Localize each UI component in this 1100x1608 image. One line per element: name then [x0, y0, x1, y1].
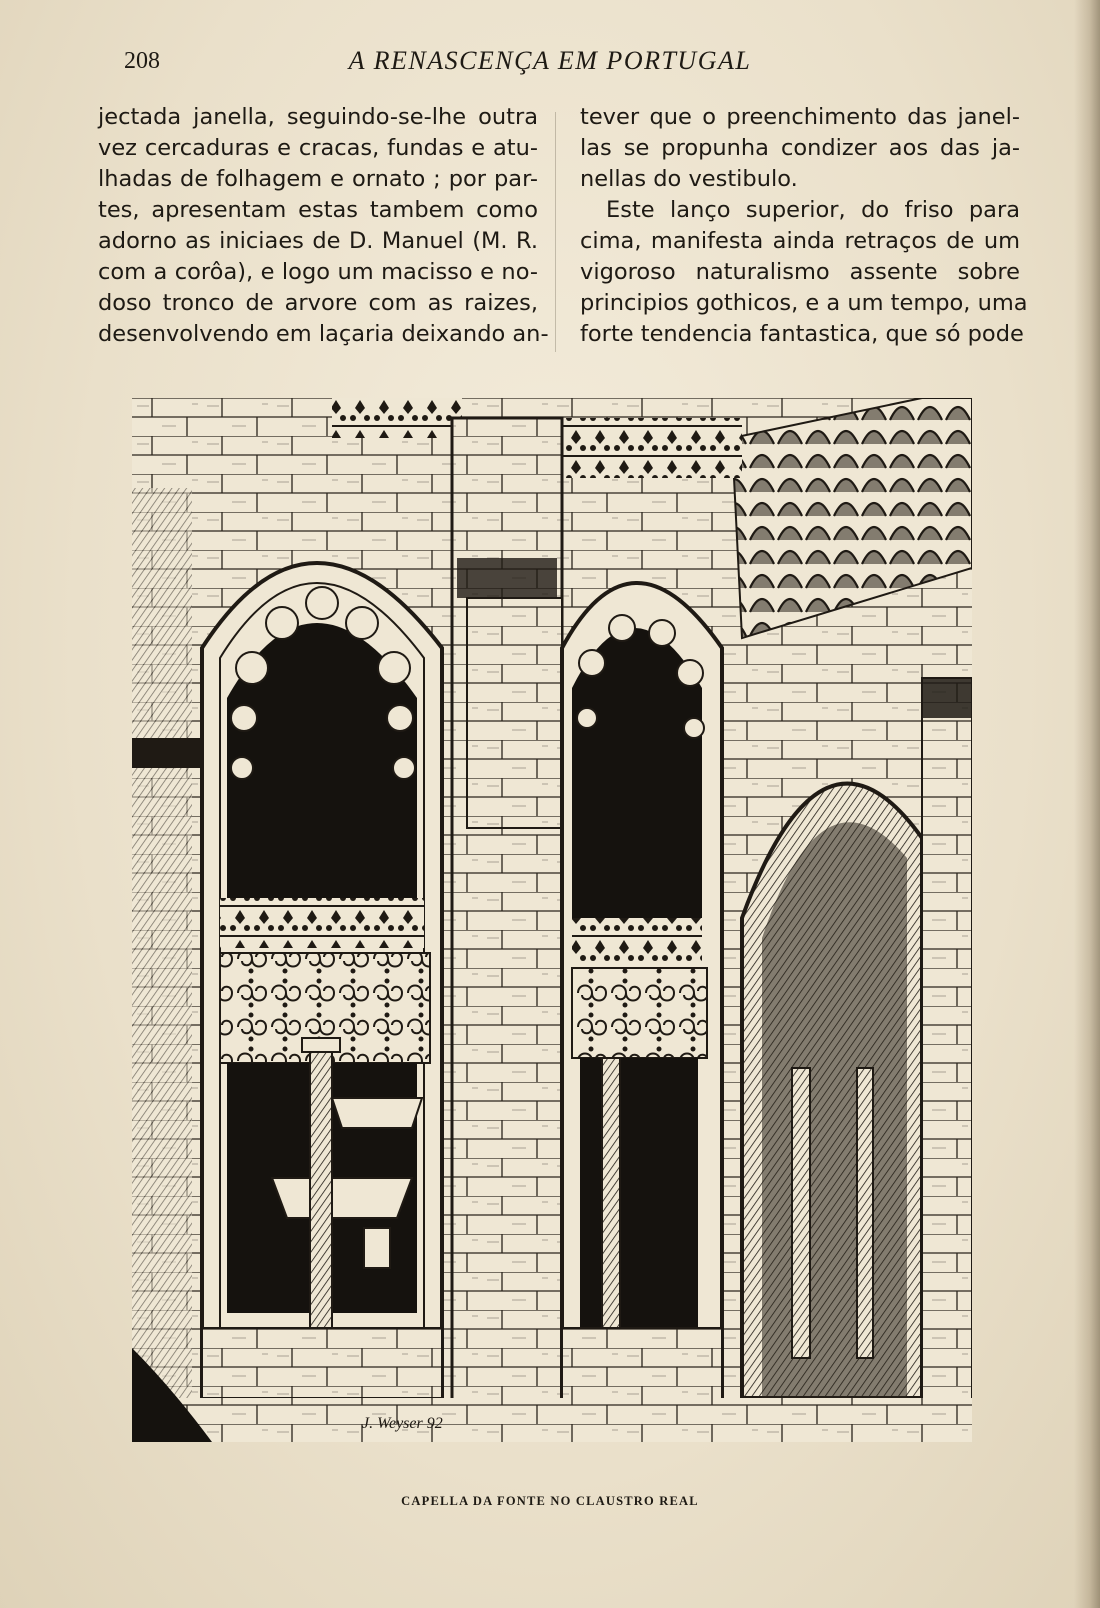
running-title: A RENASCENÇA EM PORTUGAL	[348, 46, 752, 75]
text-line: principios gothicos, e a um tempo, uma	[580, 290, 1028, 316]
right-column	[580, 102, 1028, 350]
text-line: cima, manifesta ainda retraços de um	[580, 228, 1020, 254]
illustration-caption: CAPELLA DA FONTE NO CLAUSTRO REAL	[401, 1494, 699, 1508]
text-line: adorno as iniciaes de D. Manuel (M. R.	[98, 228, 538, 254]
text-line: nellas do vestibulo.	[580, 166, 798, 192]
left-column	[98, 102, 549, 350]
cloister-illustration	[132, 398, 972, 1442]
text-line: tes, apresentam estas tambem como	[98, 197, 538, 223]
left-window	[202, 563, 442, 1398]
text-line: desenvolvendo em laçaria deixando an-	[98, 321, 549, 347]
middle-window	[562, 583, 722, 1418]
column-gutter	[555, 112, 556, 352]
text-line: doso tronco de arvore com as raizes,	[98, 290, 538, 316]
text-line: vigoroso naturalismo assente sobre	[580, 259, 1020, 285]
text-line: com a corôa), e logo um macisso e no-	[98, 259, 538, 285]
text-line: vez cercaduras e cracas, fundas e atu-	[98, 135, 538, 161]
text-line: tever que o preenchimento das janel-	[580, 104, 1020, 130]
text-line: jectada janella, seguindo-se-lhe outra	[98, 104, 538, 130]
text-line: Este lanço superior, do friso para	[606, 197, 1020, 223]
artist-signature: J. Weyser 92	[362, 1415, 443, 1432]
page-number: 208	[124, 48, 160, 74]
text-line: forte tendencia fantastica, que só pode	[580, 321, 1024, 347]
text-line: las se propunha condizer aos das ja-	[580, 135, 1020, 161]
text-line: lhadas de folhagem e ornato ; por par-	[98, 166, 538, 192]
page-edge-shadow	[1074, 0, 1100, 1608]
